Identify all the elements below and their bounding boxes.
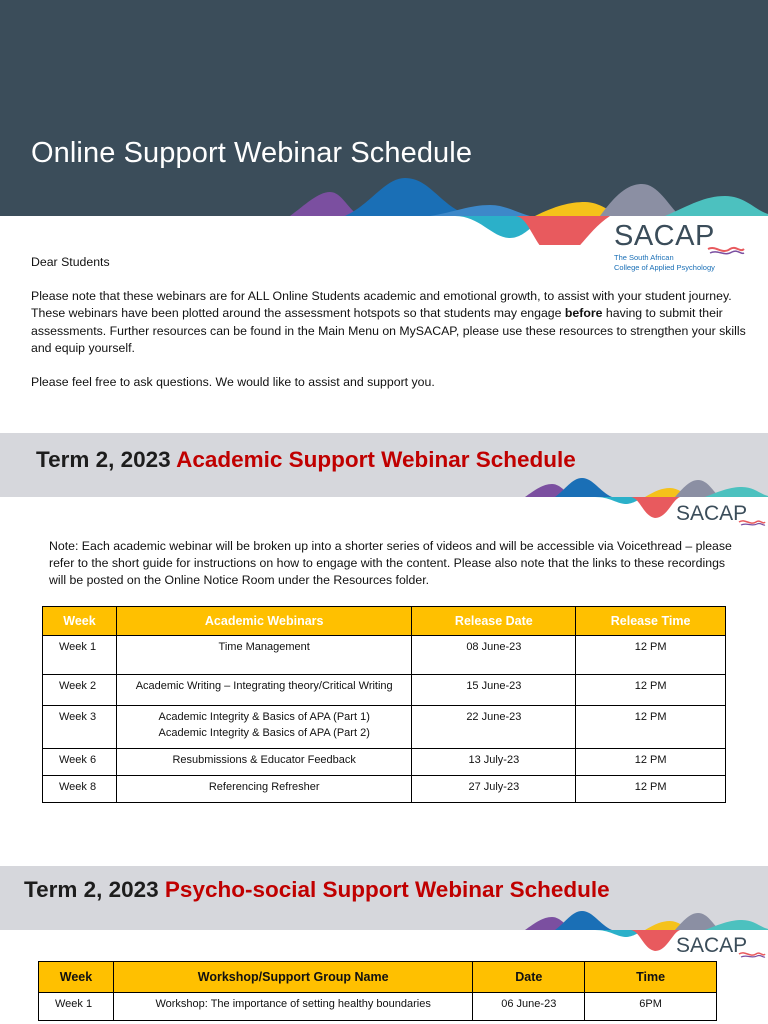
column-header-date: Date (473, 962, 585, 993)
psychosocial-schedule-table (38, 961, 717, 1021)
logo-name: SACAP (676, 502, 748, 525)
column-header-time: Time (585, 962, 717, 993)
intro-paragraph-2: Please feel free to ask questions. We would like to assist and support you. (31, 375, 435, 390)
logo-name: SACAP (614, 220, 715, 252)
column-header-week: Week (43, 607, 117, 636)
table-header-row (39, 962, 717, 993)
table-row: Week 1 Time Management 08 June-23 12 PM (43, 636, 726, 675)
column-header-workshop: Workshop/Support Group Name (113, 962, 472, 993)
academic-section-title: Term 2, 2023 Academic Support Webinar Schedule (36, 447, 576, 472)
webinar-cell: Academic Integrity & Basics of APA (Part 1) Academic Integrity & Basics of APA (Part 2) (116, 706, 412, 749)
logo-name: SACAP (676, 934, 748, 957)
logo-tagline-line1: The South African (614, 253, 674, 262)
psychosocial-section-title: Term 2, 2023 Psycho-social Support Webinar Schedule (24, 877, 610, 902)
table-row: Week 1 Workshop: The importance of setting healthy boundaries 06 June-23 6PM (39, 993, 717, 1021)
table-row: Week 8 Referencing Refresher 27 July-23 12 PM (43, 776, 726, 803)
page-title: Online Support Webinar Schedule (31, 137, 473, 169)
column-header-week: Week (39, 962, 114, 993)
table-row: Week 2 Academic Writing – Integrating theory/Critical Writing 15 June-23 12 PM (43, 675, 726, 706)
sacap-logo-psychosocial (676, 935, 747, 956)
greeting: Dear Students (31, 255, 110, 269)
academic-note: Note: Each academic webinar will be broken up into a shorter series of videos and will be accessible via Voicethread – please refer to the short guide for instructions on how to engage with the content. Please also note that the links to these recordings will be posted on the Online Notice Room under the Resources folder. (49, 539, 732, 588)
logo-swoosh-icon (738, 949, 766, 961)
intro-paragraph: Please note that these webinars are for ALL Online Students academic and emotional growth, to assist with your student journey. These webinars have been plotted around the assessment hotspots so that students may engage before having to submit their assessments. Further resources can be found in the Main Menu on MySACAP, please use these resources to strengthen your skills and equip yourself. (31, 289, 746, 355)
logo-tagline-line2: College of Applied Psychology (614, 263, 715, 272)
table-row: Week 6 Resubmissions & Educator Feedback 13 July-23 12 PM (43, 749, 726, 776)
column-header-release-date: Release Date (412, 607, 576, 636)
column-header-webinar: Academic Webinars (116, 607, 412, 636)
column-header-release-time: Release Time (576, 607, 726, 636)
table-row: Week 3 Academic Integrity & Basics of APA (Part 1) Academic Integrity & Basics of APA (Part 2) 22 June-23 12 PM (43, 706, 726, 749)
